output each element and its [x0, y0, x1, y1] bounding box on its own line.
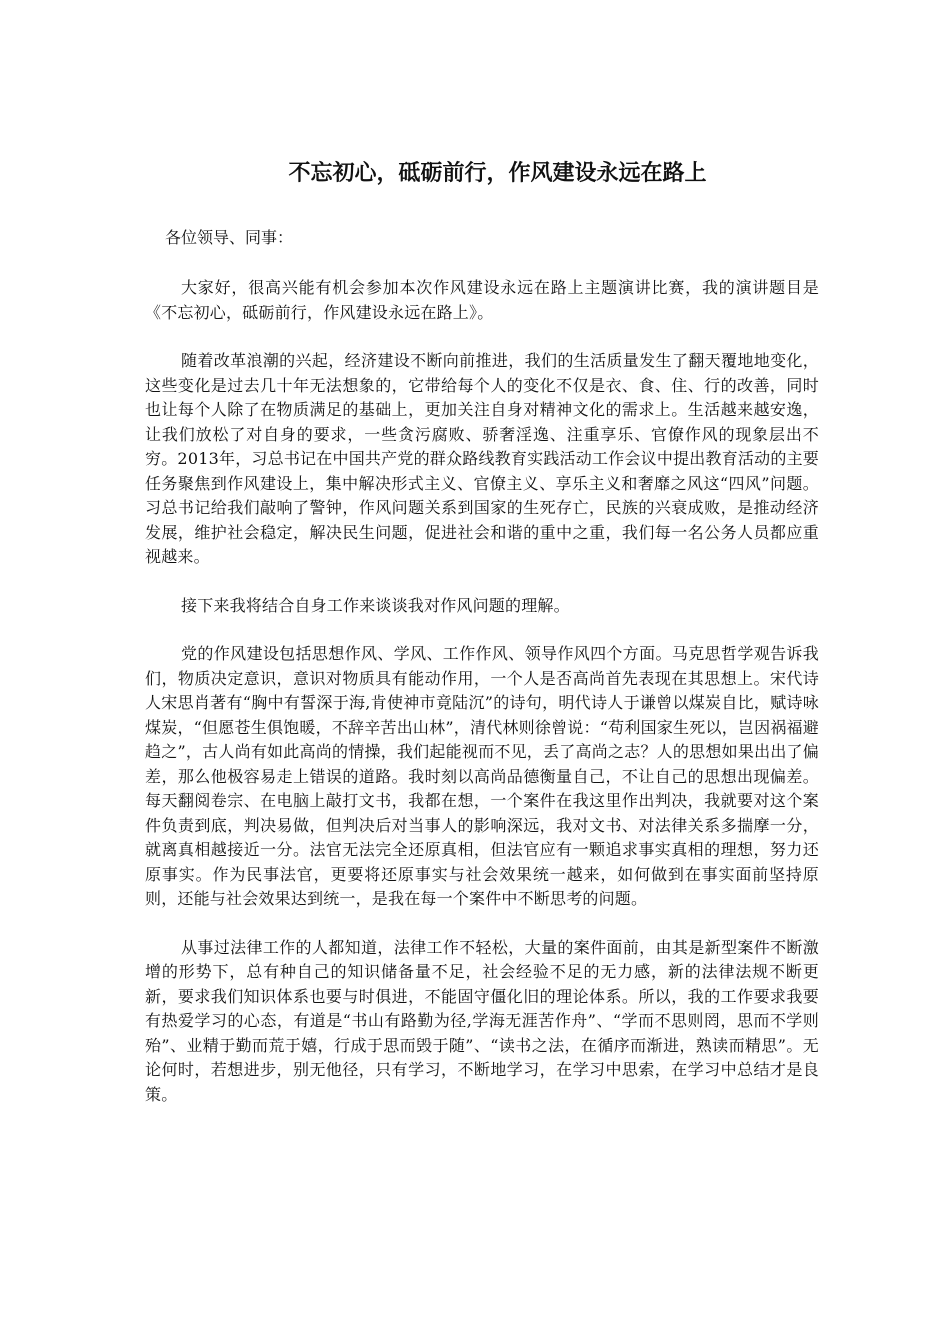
document-body	[145, 226, 819, 1131]
paragraph-4: 党的作风建设包括思想作风、学风、工作作风、领导作风四个方面。马克思哲学观告诉我们，物质决定意识，意识对物质具有能动作用，一个人是否高尚首先表现在其思想上。宋代诗人宋思肖著有“胸中有誓深于海,肯使神市竟陆沉”的诗句，明代诗人于谦曾以煤炭自比，赋诗咏煤炭，“但愿苍生俱饱暖，不辞辛苦出山林”，清代林则徐曾说：“苟利国家生死以，岂因祸福避趋之”，古人尚有如此高尚的情操，我们起能视而不见，丢了高尚之志？人的思想如果出出了偏差，那么他极容易走上错误的道路。我时刻以高尚品德衡量自己，不让自己的思想出现偏差。每天翻阅卷宗、在电脑上敲打文书，我都在想，一个案件在我这里作出判决，我就要对这个案件负责到底，判决易做，但判决后对当事人的影响深远，我对文书、对法律关系多揣摩一分，就离真相越接近一分。法官无法完全还原真相，但法官应有一颗追求事实真相的理想，努力还原事实。作为民事法官，更要将还原事实与社会效果统一越来，如何做到在事实面前坚持原则，还能与社会效果达到统一，是我在每一个案件中不断思考的问题。	[145, 644, 819, 908]
paragraph-3: 接下来我将结合自身工作来谈谈我对作风问题的理解。	[181, 595, 570, 615]
paragraph-2: 随着改革浪潮的兴起，经济建设不断向前推进，我们的生活质量发生了翻天覆地地变化，这些变化是过去几十年无法想象的，它带给每个人的变化不仅是衣、食、住、行的改善，同时也让每个人除了在物质满足的基础上，更加关注自身对精神文化的需求上。生活越来越安逸，让我们放松了对自身的要求，一些贪污腐败、骄奢淫逸、注重享乐、官僚作风的现象层出不穷。2013年，习总书记在中国共产党的群众路线教育实践活动工作会议中提出教育活动的主要任务聚焦到作风建设上，集中解决形式主义、官僚主义、享乐主义和奢靡之风这“四风”问题。习总书记给我们敲响了警钟，作风问题关系到国家的生死存亡，民族的兴衰成败，是推动经济发展，维护社会稳定，解决民生问题，促进社会和谐的重中之重，我们每一名公务人员都应重视越来。	[145, 351, 819, 566]
paragraph-1: 大家好，很高兴能有机会参加本次作风建设永远在路上主题演讲比赛，我的演讲题目是《不忘初心，砥砺前行，作风建设永远在路上》。	[145, 278, 819, 322]
document-title: 不忘初心，砥砺前行，作风建设永远在路上	[288, 161, 707, 186]
salutation: 各位领导、同事：	[165, 228, 294, 247]
paragraph-5: 从事过法律工作的人都知道，法律工作不轻松，大量的案件面前，由其是新型案件不断激增的形势下，总有种自己的知识储备量不足，社会经验不足的无力感，新的法律法规不断更新，要求我们知识体系也要与时俱进，不能固守僵化旧的理论体系。所以，我的工作要求我要有热爱学习的心态，有道是“书山有路勤为径,学海无涯苦作舟”、“学而不思则罔，思而不学则殆”、业精于勤而荒于嬉，行成于思而毁于随”、“读书之法，在循序而渐进，熟读而精思”。无论何时，若想进步，别无他径，只有学习，不断地学习，在学习中思索，在学习中总结才是良策。	[145, 937, 819, 1104]
